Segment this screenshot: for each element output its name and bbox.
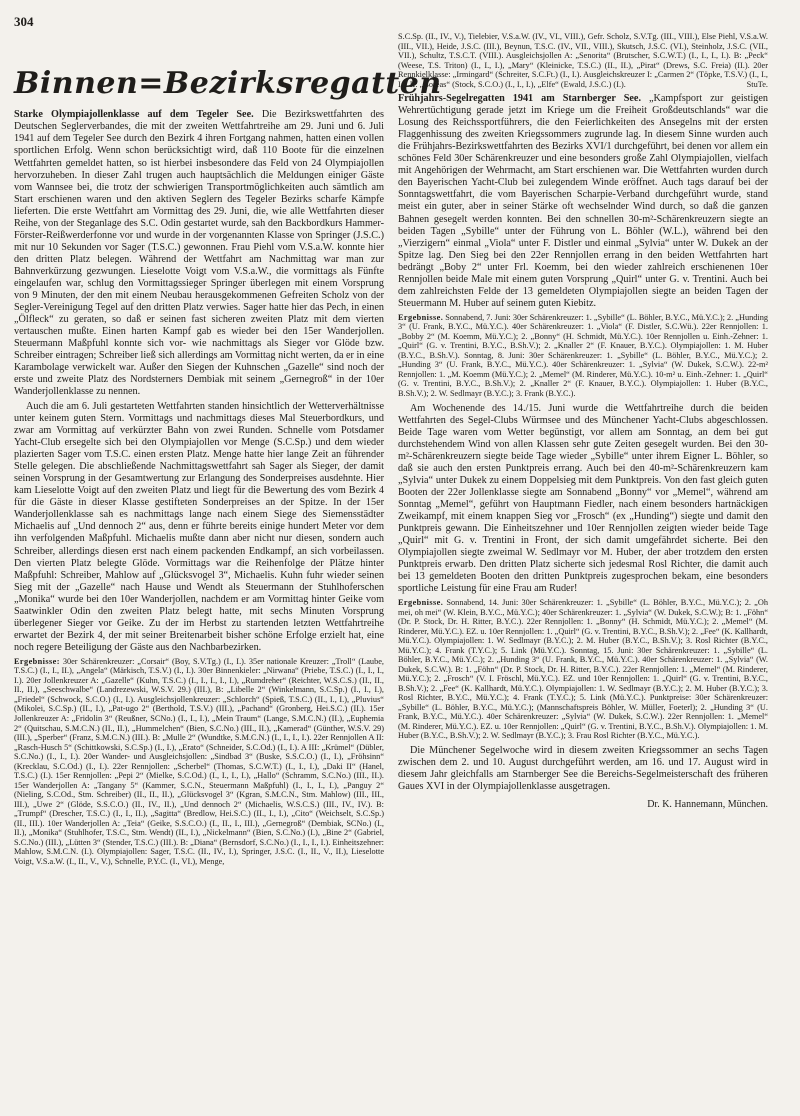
results-block [398, 32, 768, 89]
results-block [14, 657, 384, 867]
section-title: Binnen=Bezirksregatten [14, 66, 442, 101]
results-text: 30er Schärenkreuzer: „Corsair“ (Boy, S.V.Tg.) (I., I.). 35er nationale Kreuzer: „Troll“ (Laube, T.S.C.) (I., I., II.), „Angela“ (Märkisch, T.S.V.) (I., I.). 30er Binnenkieler: „Nirwana“ (Priebe, T.S.C.) (I., I., I., I.). 20er Jollenkreuzer A: „Gazelle“ (Kuhn, T.S.C.) (I., I., I., I., I.), „Rumdreher“ (Reichter, W.S.C.S.) (II., II., II., II.), „Seeschwalbe“ (Landrezewski, W.S.V. 29.) (III.), B: „Libelle 2“ (Winkelmann, S.C.Sp.) (I., I., I.), „Friedel“ (Schwock, S.C.O.) (I., I.). Ausgleichsjollenkreuzer: „Schlorch“ (Spieß, T.S.C.) (II., I., I.), „Pluvius“ (Mikolei, S.C.Sp.) (II., I.), „Pat-ugo 2“ (Berthold, T.S.V.) (III.), „Pachand“ (Gronberg, Hei.S.C.) (II.). 15er Jollenkreuzer A: „Fridolin 3“ (Reußner, SCNo.) (I., I., I.), „Mein Traum“ (Lange, S.M.C.N.) (II.), „Euphemia 2“ (Quitschau, S.M.C.N.) (II., II.), „Hummelchen“ (Bien, S.C.No.) (III., II.), „Kamerad“ (Günther, W.S.V. 29) (III.), „Sperber“ (Franz, S.M.C.N.) (III.). B: „Mulle 2“ (Wundtke, S.M.C.N.) (I., I., I., I.). 22er Rennjollen A II: „Rasch-Husch 5“ (Schittkowski, S.C.Sp.) (I., I.), „Erato“ (Schneider, S.C.Od.) (I., I.). A III: „Krümel“ (Dübler, S.C.No.) (I., I., I.). 20er Wander- und Ausgleichsjollen: „Sindbad 3“ (Buske, S.S.C.O.) (I., I.), „Fröhsinn“ (Krecklau, S.C.Od.) (I., I.). 22er Rennjollen: „Scherbel“ (Thomas, S.C.W.T.) (I., I., I.), „Daki II“ (Hanel, T.S.C.) (I.). 15er Rennjollen: „Pepi 2“ (Mielke, S.C.Od.) (I., I., I., I.), „Hallo“ (Schramm, S.C.No.) (III., II.). 15er Wanderjollen A: „Tangany 5“ (Kammer, S.C.N., Steuermann Maßpfuhl) (I., I., I., I.), „Panguy 2“ (Nieling, S.C.Od., Stm. Schreiber) (II., II., II.), „Glücksvogel 3“ (Kgran, S.M.C.N., Stm. Mahlow) (III., III., III.), „Uwe 2“ (Glöde, S.S.C.O.) (II., IV., II.), „Und dennoch 2“ (Michaelis, W.S.C.S.) (III., IV., IV.). B: „Trumpf“ (Drescher, T.S.C.) (I., I., II.), „Sagitta“ (Bredlow, Hei.S.C.) (II., I., I.), „Cito“ (Weichselt, S.C.Sp.) (II., III.). 10er Wanderjollen A: „Teia“ (Geike, S.S.C.O.) (I., II., I., III.), „Gernegroß“ (Dembiak, SCNo.) (I., II.), „Monika“ (Stuhlhofer, T.S.C., Stm. Wendt) (II., I.), „Nickelmann“ (Bien, S.C.No.) (I.), „Bine 2“ (Gabriel, S.C.No.) (III.), „Lütten 3“ (Stender, T.S.C.) (III.). B: „Diana“ (Bernsdorf, S.C.No.) (I., I., I., I.). Einheitszehner: Mahlow, S.M.C.N. (I.). Olympiajollen: Sager, T.S.C. (II., IV., I.), Springer, J.S.C. (I., II., V., II.), Lieselotte Voigt, V.S.a.W. (I., II., V., V.), Schnelle, P.Y.C. (I., VI.), Menge, [14, 656, 384, 866]
page-number: 304 [14, 14, 34, 29]
article-paragraph: Am Wochenende des 14./15. Juni wurde die Wettfahrtreihe durch die beiden Wettfahrten des Segel-Clubs Würmsee und des Münchener Yacht-Clubs abgeschlossen. Beide Tage waren vom Wetter begünstigt, vor allem am Sonntag, an dem bei gut durchstehendem Wind von allen Klassen sehr gute Zeiten gesegelt wurden. Bei den 30-m²-Schärenkreuzern siegte beide Tage wieder „Sybille“ unter ihrem Eigner L. Böhler, so daß sie auch den ersten Punktpreis errang. Auch bei den 40-m²-Schärenkreuzern kam „Sylvia“ unter Dukek zu einem Doppelsieg mit dem Punktpreis. Von den fast gleich guten Booten der 22er Jollenklasse siegte am Sonnabend „Bonny“ vor „Memel“, während am Sonntag „Memel“, geführt von Hauptmann Fiedler, nach einem besonders hartnäckigen Zweikampf, mit einem knappen Sieg vor „Frosch“ (ex „Hunding“) siegte und damit den Punktpreis gewann. Die Einheitszehner und 10er Rennjollen zeigten wieder beide Tage „Quirl“ mit G. v. Trentini in Front, der sich damit umgefährdet sicherte. Bei den Olympiajollen siegte zweimal W. Sedlmayr vor M. Huber, der aber trotzdem den ersten Punktpreis erwarb. Den dritten Platz sicherte sich jedesmal Rosl Richter, die damit auch bei 13 gemeldeten Booten den dritten Punktpreis zugesprochen bekam, eine besonders sportliche Leistung für eine Frau am Ruder! [398, 402, 768, 594]
signature: StuTe. [746, 79, 768, 89]
results-text: S.C.Sp. (II., IV., V.), Tielebier, V.S.a.W. (IV., VI., VIII.), Gefr. Scholz, S.V.Tg. (III., VIII.), Else Piehl, V.S.a.W. (III., VII.), Heide, J.S.C. (III.), Beynun, T.S.C. (IV., VII., VIII.), Skutsch, J.S.C. (VI.), Steinholz, J.S.C. (VII., VII.), Schultz, T.S.C.T. (VIII.). Ausgleichsjollen A: „Senorita“ (Brutscher, S.C.W.T.) (I., I., I., I.). B: „Peck“ (Weese, T.S. Triton) (I., I., I.), „Mary“ (Kleinicke, T.S.C.) (II., II.), „Pirat“ (Drews, S.C. Freia) (II.). 20er Rennkielklasse: „Irmingard“ (Schreiter, S.C.Ft.) (I., I.). Ausgleichskreuzer I: „Carmen 2“ (Töpke, T.S.V.) (I., I., I.). II: „Boreas“ (Stock, S.C.O.) (I., I., I.), „Elfe“ (Ewald, J.S.C.) (I.). [398, 32, 768, 89]
results-text: Sonnabend, 7. Juni: 30er Schärenkreuzer: 1. „Sybille“ (L. Böhler, B.Y.C., Mü.Y.C.); 2. „Hunding 3“ (U. Frank, B.Y.C., Mü.Y.C.). 40er Schärenkreuzer: 1. „Viola“ (F. Distler, S.C.Wü.). 22er Rennjollen: 1. „Bobby 2“ (M. Koemm, Mü.Y.C.); 2. „Bonny“ (H. Schmidt, Mü.Y.C.). 10er Rennjollen u. Einh.-Zehner: 1. „Quirl“ (G. v. Trentini, B.Y.C., B.Sh.V.); 2. „Knaller 2“ (F. Knauer, B.Y.C.). Olympiajollen: 1. M. Huber (B.Y.C., B.Sh.V.). Sonntag, 8. Juni: 30er Schärenkreuzer: 1. „Sybille“ (L. Böhler, B.Y.C., Mü.Y.C.); 2. „Hunding 3“ (U. Frank, B.Y.C., Mü.Y.C.). 40er Schärenkreuzer: 1. „Sylvia“ (W. Dukek, S.C.W.). 22-m² Rennjollen: 1. „M. Koemm (Mü.Y.C.); 2. „Memel“ (M. Rinderer, Mü.Y.C.). 10-m² u. Einh.-Zehner: 1. „Quirl“ (G. v. Trentini, B.Y.C., B.Sh.V.); 2. „Knaller 2“ (F. Knauer, B.Y.C.). Olympiajollen: 1. Huber (B.Y.C., B.Sh.V.); 2. W. Sedlmayr (B.Y.C.); 3. Frank (B.Y.C.). [398, 312, 768, 398]
results-block [398, 313, 768, 399]
right-column [398, 30, 768, 1108]
article-lead: Starke Olympiajollenklasse auf dem Tegeler See. [14, 109, 254, 121]
results-label: Ergebnisse: [14, 656, 60, 666]
results-label: Ergebnisse. [398, 312, 444, 322]
text-columns [14, 30, 768, 1108]
article-paragraph: Die Münchener Segelwoche wird in diesem zweiten Kriegssommer an sechs Tagen zwischen dem 2. und 10. August durchgeführt werden, am 16. und 17. August wird in diesem Jahr gleichfalls am Starnberger See die Bereichs-Segelmeisterschaft des früheren Gaues XVI in der Olympiajollenklasse ausgetragen. [398, 745, 768, 793]
results-label: Ergebnisse. [398, 598, 444, 608]
results-text: Sonnabend, 14. Juni: 30er Schärenkreuzer: 1. „Sybille“ (L. Böhler, B.Y.C., Mü.Y.C.); 2. „Oh mei, oh mei“ (W. Klein, B.Y.C., Mü.Y.C.); 40er Schärenkreuzer: 1. „Sylvia“ (W. Dukek, S.C.W.); B: 1. „Föhn“ (Dr. P. Stock, Dr. H. Ritter, B.Y.C.). 22er Rennjollen: 1. „Bonny“ (H. Schmidt, Mü.Y.C.); 2. „Memel“ (M. Rinderer, Mü.Y.C.). EZ. u. 10er Rennjollen: 1. „Quirl“ (G. v. Trentini, B.Y.C., B.Sh.V.); 2. „Fee“ (K. Kallhardt, Mü.Y.C.). Olympiajollen: 1. W. Sedlmayr (B.Y.C.); 2. M. Huber (B.Y.C., B.Sh.V.); 3. Rosl Richter (B.Y.C., Mü.Y.C.); 4. Frank (T.Y.C.); 5. Link (Mü.Y.C.). Sonntag, 15. Juni: 30er Schärenkreuzer: 1. „Sybille“ (L. Böhler, B.Y.C., Mü.Y.C.); 2. „Hunding 3“ (U. Frank, B.Y.C., Mü.Y.C.). 40er Schärenkreuzer: 1. „Sylvia“ (W. Dukek, S.C.W.). B: 1. „Föhn“ (Dr. P. Stock, Dr. H. Ritter, B.Y.C.). 22er Rennjollen: 1. „Memel“ (M. Rinderer, Mü.Y.C.); 2. „Frosch“ (V. I. Fröschl, Mü.Y.C.). EZ. und 10er Rennjollen: 1. „Quirl“ (G. v. Trentini, B.Y.C., B.Sh.V.); 2. „Fee“ (K. Kallhardt, Mü.Y.C.). Olympiajollen: 1. W. Sedlmayr (B.Y.C.); 2. M. Huber (B.Y.C.); 3. Rosl Richter, B.Y.C., Mü.Y.C.); 4. Frank (T.Y.C.); 5. Link (Mü.Y.C.). Punktpreise: 30er Schärenkreuzer: „Sybille“ (L. Böhler, B.Y.C., Mü.Y.C.); (Mannschaftspreis Böhler, W. Müller, Foeterl); 2. „Hunding 3“ (U. Frank, B.Y.C., Mü.Y.C.). 40er Schärenkreuzer: „Sylvia“ (W. Dukek, S.C.W.). 22er Rennjollen: 1. „Memel“ (M. Rinderer, Mü.Y.C.). EZ. u. 10er Rennjollen: „Quirl“ (G. v. Trentini, B.Y.C., B.Sh.V.). Olympiajollen: 1. M. Huber (B.Y.C., B.Sh.V.); 2. W. Sedlmayr (B.Y.C.); 3. Frau Rosl Richter (B.Y.C., Mü.Y.C.). [398, 598, 768, 741]
author-signature: Dr. K. Hannemann, München. [647, 799, 768, 811]
article-text: „Kampfsport zur geistigen Wehrertüchtigung gerade jetzt im Kriege um die Freiheit Großdeutschlands“ war die Losung des Reichssportführers, die den Feierlichkeiten des Ansegelns mit der ersten Flaggenhissung des zweiten Kriegssommers zugrunde lag. In diesem Sinne wurden auch die Frühjahrs-Bezirkswettfahrten des Bezirks XVI/1 durchgeführt, bei denen vor allem ein schönes Feld 30er Schärenkreuzer und eine besonders große Zahl Olympiajollen, vielfach mit Angehörigen der Wehrmacht, am Start erschienen war. Die Wettfahrten wurden durch den Bayerischen Yacht-Club bei zulegendem Winde eröffnet. Auch tags darauf bei der Sonntagswettfahrt, die vom Bayerischen Scharpie-Verband durchgeführt wurde, stand meist ein guter, aber in seiner Stärke oft wechselnder Wind durch, so daß die ganzen Bahnen gesegelt werden konnten. Bei den schnellen 30-m²-Schärenkreuzern siegte an beiden Tagen „Sybille“ unter der Führung von L. Böhler (W.L.), während bei den „Vierzigern“ einmal „Viola“ unter F. Distler und einmal „Sylvia“ unter W. Dukek an der Spitze lag. Den Sieg bei den 22er Rennjollen errang in den beiden Wettfahrten hart bedrängt „Boby 2“ unter Frl. Koemm, bei den wieder zahlreich erschienenen 10er Rennjollen beide Male mit einem guten Vorsprung „Quirl“ unter G. v. Trentini. Auch bei dem zahlreichsten Felde der 13 gemeldeten Olympiajollen siegte an beiden Tagen der Steuermann M. Huber auf seinem guten Kiebitz. [398, 93, 768, 309]
article-paragraph [398, 93, 768, 310]
article-paragraph: Auch die am 6. Juli gestarteten Wettfahrten standen hinsichtlich der Wetterverhältnisse unter keinem guten Stern. Vormittags und nachmittags dieses Mal Steuerbordkurs, und zwar am Vormittag auf verkürzter Bahn von zwei Runden. Schnelle vom Potsdamer Yacht-Club ersegelte sich bei den Olympiajollen vor Menge (S.C.Sp.) und dem wieder plazierten Sager vom T.S.C. einen ersten Platz. Menge hatte hier lange Zeit an führender Stelle gelegen. Die abschließende Nachmittagswettfahrt sah Sager als Sieger, der damit seinen Vorsprung in der Gesamtwertung zur Erlangung des Sonderpreises ausdehnte. Hier kam Lieselotte Voigt auf den zweiten Platz und liegt für die Bewertung des vom Bezirk 4 für die Gäste in dieser Klasse gestifteten Sonderpreises an der Spitze. In der 15er Wanderjollenklasse sah es nachmittags lange nach einem Siege des Siemensstädter Michaelis auf „Und dennoch 2“ aus, denn er führte bereits einige hundert Meter vor dem ihn verfolgenden Maßpfuhl. Michaelis mußte dann aber nicht nur diesen, sondern auch Schreiber, allerdings diesen erst nach einem packenden Endkampf, an sich vorbeilassen. Den vierten Platz belegte Glöde. Vormittags war die Reihenfolge der Plätze hinter Maßpfuhl: Schreiber, Mahlow auf „Glücksvogel 3“, Michaelis. Kuhn fuhr wieder seinen Sieg mit der „Gazelle“ nach Hause und Wendt als Steuermann der Stuhlhoferschen „Monika“ wurde bei den 10er Wanderjollen, nachdem er am Vormittag hinter Geike vom Saatwinkler Odin den zweiten Platz belegt hatte, mit sechs Minuten Vorsprung überlegener Sieger vor Geike. Zu der im Herbst zu startenden letzten Wettfahrtreihe erwartet der Bezirk 4, der mit seiner Breitenarbeit bisher schöne Erfolge erzielt hat, eine noch regere Beteiligung der Gäste aus den Nachbarbezirken. [14, 401, 384, 653]
article-paragraph [14, 109, 384, 398]
results-block [398, 598, 768, 741]
left-column [14, 30, 442, 1108]
article-lead: Frühjahrs-Segelregatten 1941 am Starnberger See. [398, 93, 641, 105]
article-text: Die Bezirkswettfahrten des Deutschen Seglerverbandes, die mit der zweiten Wettfahrtreihe am 29. Juni und 6. Juli 1941 auf dem Tegeler See durch den Bezirk 4 ihren Fortgang nahmen, hatten einen vollen sportlichen Erfolg. Wenn schon berücksichtigt wird, daß 110 Boote für die einzelnen Wettfahrten gemeldet hatten, so ist hierbei insbesondere das Feld von 24 Olympiajollen hervorzuheben. In dieser Zahl trugen auch hauptsächlich die Meldungen einiger Gäste vom Wannsee bei, die trotz der schwierigen Transportmöglichkeiten auch sämtlich am Start erschienen waren und den aktiven Seglern des Tegeler Bezirks scharfe Kämpfe lieferten. Die erste Wettfahrt am Vormittag des 29. Juni, die, wie alle Wettfahrten dieser Reihe, von der Steganlage des S.C. Odin gestartet wurde, sah den Backbordkurs Hammer-Förster-Reißwerderfonne vor und wurde in der vorgenannten Klasse von Springer (J.S.C.) mit nur 10 Sekunden vor Sager (T.S.C.) gewonnen. Frau Piehl vom V.S.a.W. konnte hier den dritten Platz belegen. Während der Wettfahrt am Nachmittag war man zur Bahnverkürzung gezwungen. Lieselotte Voigt vom V.S.a.W., die vormittags als Fünfte eingelaufen war, schlug den Vormittagssieger Springer überlegen mit einem Vorsprung von 9 Minuten, der den mit einem Neubau herausgekommenen Gefreiten Scholz von der Segler-Vereinigung Tegel auf den dritten Platz verwies. Sager hatte hier das Pech, in einen „Ölfleck“ zu geraten, so daß er seinen fast sicheren zweiten Platz mit dem vierten vertauschen mußte. Einen harten Kampf gab es wieder bei den 15er Wanderjollen. Steuermann Maßpfuhl konnte sich vor- wie nachmittags als Sieger vor Glöde bzw. Schreiber eintragen; Schreiber ließ sich allerdings am Vormittag nicht werten, da er in eine Karambolage verwickelt war. Außer den Siegen der Kuhnschen „Gazelle“ sind noch der erste und zweite Platz des Nordsterners Dembiak mit seinem „Gernegroß“ in der 10er Wanderjollenklasse zu nennen. [14, 109, 385, 398]
